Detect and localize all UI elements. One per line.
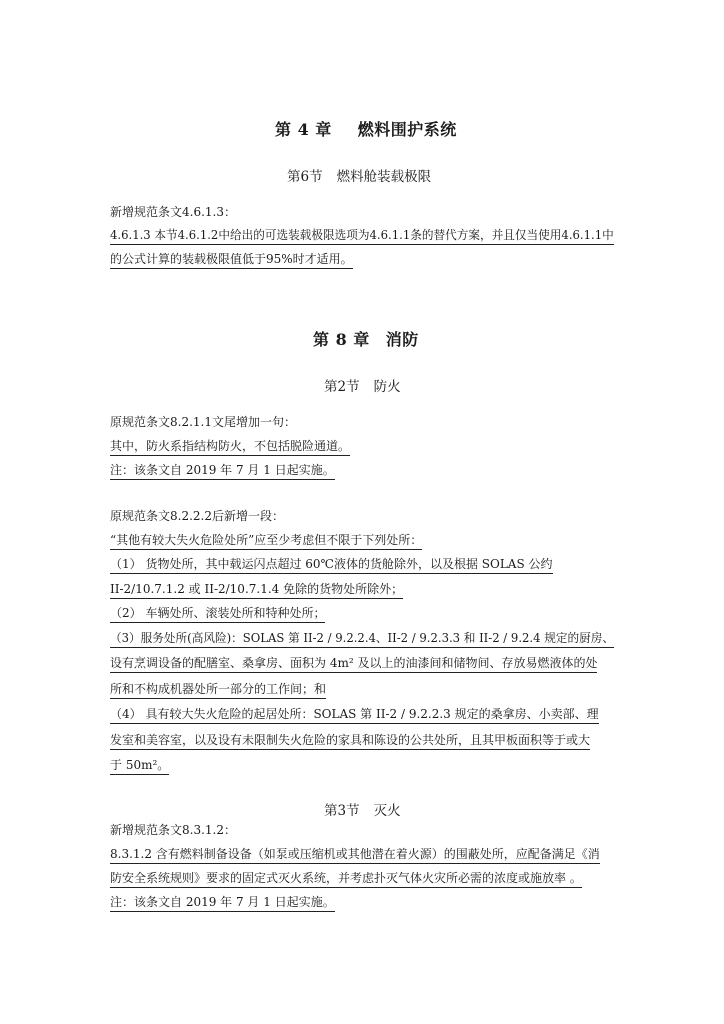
section-8-2-number: 第2节: [324, 379, 360, 395]
section-4-6-title: 燃料舱装载极限: [336, 169, 432, 185]
clause-4-6-1-3-line-1: 4.6.1.3 本节4.6.1.2中给出的可选装载极限选项为4.6.1.1条的替代方案，并且仅当使用4.6.1.1中: [110, 226, 614, 245]
clause-8-3-1-2-line-2: 防安全系统规则》要求的固定式灭火系统，并考虑扑灭气体火灾所必需的浓度或施放率 。: [110, 869, 582, 888]
section-4-6-heading: [287, 165, 431, 185]
clause-8-2-1-1-note: 注：该条文自 2019 年 7 月 1 日起实施。: [110, 461, 335, 480]
clause-8-2-2-2-line-2: （1） 货物处所，其中载运闪点超过 60℃液体的货舱除外，以及根据 SOLAS 公约: [110, 555, 553, 574]
clause-8-3-1-2-intro: 新增规范条文8.3.1.2：: [110, 823, 236, 837]
clause-4-6-1-3-line-2: 的公式计算的装载极限值低于95%时才适用。: [110, 250, 353, 269]
clause-8-2-2-2-line-3: II-2/10.7.1.2 或 II-2/10.7.1.4 免除的货物处所除外；: [110, 580, 403, 599]
clause-8-2-1-1-line-1: 其中，防火系指结构防火，不包括脱险通道。: [110, 437, 350, 456]
section-8-3-title: 灭火: [373, 803, 401, 819]
clause-8-2-2-2-line-1: “其他有较大失火危险处所”应至少考虑但不限于下列处所：: [110, 531, 422, 550]
section-8-2-title: 防火: [373, 379, 401, 395]
section-8-3-number: 第3节: [324, 803, 360, 819]
clause-8-2-2-2-line-9: 发室和美容室，以及设有未限制失火危险的家具和陈设的公共处所，且其甲板面积等于或大: [110, 731, 590, 750]
chapter-4-title: 燃料围护系统: [357, 120, 457, 139]
clause-8-2-2-2-line-6: 设有烹调设备的配膳室、桑拿房、面积为 4m² 及以上的油漆间和储物间、存放易燃液体的处: [110, 654, 597, 673]
clause-8-3-1-2-note: 注：该条文自 2019 年 7 月 1 日起实施。: [110, 893, 335, 912]
chapter-4-number: 第 4 章: [275, 120, 332, 139]
clause-8-2-2-2-intro: 原规范条文8.2.2.2后新增一段：: [110, 509, 284, 523]
clause-8-2-1-1-intro: 原规范条文8.2.1.1文尾增加一句：: [110, 415, 296, 429]
chapter-8-title: 消防: [385, 330, 419, 349]
clause-8-2-2-2-line-10: 于 50m²。: [110, 756, 169, 775]
chapter-8-heading: [313, 327, 419, 350]
chapter-4-heading: [275, 117, 457, 140]
clause-8-2-2-2-line-4: （2） 车辆处所、滚装处所和特种处所；: [110, 604, 325, 623]
chapter-8-number: 第 8 章: [313, 330, 370, 349]
clause-8-2-2-2-line-5: （3）服务处所(高风险)：SOLAS 第 II-2 / 9.2.2.4、II-2 / 9.2.3.3 和 II-2 / 9.2.4 规定的厨房、: [110, 629, 614, 648]
section-8-3-heading: [324, 799, 401, 819]
section-8-2-heading: [324, 375, 401, 395]
clause-8-3-1-2-line-1: 8.3.1.2 含有燃料制备设备（如泵或压缩机或其他潜在着火源）的围蔽处所，应配备满足《消: [110, 845, 600, 864]
clause-8-2-2-2-line-8: （4） 具有较大失火危险的起居处所：SOLAS 第 II-2 / 9.2.2.3 规定的桑拿房、小卖部、理: [110, 705, 599, 724]
section-4-6-number: 第6节: [287, 169, 323, 185]
clause-8-2-2-2-line-7: 所和不构成机器处所一部分的工作间；和: [110, 680, 326, 699]
clause-4-6-1-3-intro: 新增规范条文4.6.1.3：: [110, 205, 236, 219]
